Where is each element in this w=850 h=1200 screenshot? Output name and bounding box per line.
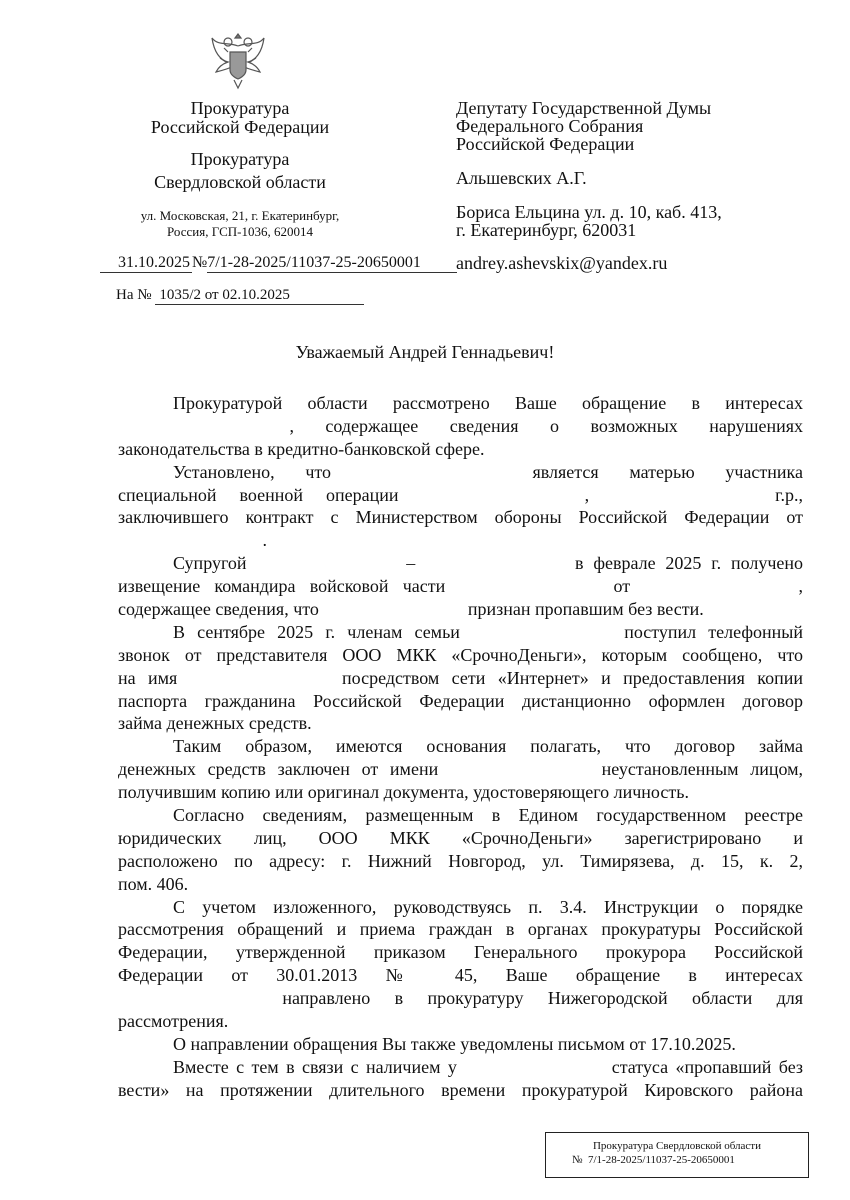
body-text: , содержащее сведения о возможных нарушениях: [289, 415, 804, 436]
outgoing-reference: [100, 254, 457, 273]
body-text: вести» на протяжении длительного времени прокуратурой Кировского района: [118, 1079, 803, 1100]
body-text: получившим копию или оригинал документа, удостоверяющего личность.: [118, 782, 689, 803]
body-text: поступил телефонный: [624, 621, 803, 642]
body-text: –: [406, 553, 416, 574]
body-text: займа денежных средств.: [118, 713, 312, 734]
recipient-address-line: Бориса Ельцина ул. д. 10, каб. 413,: [456, 202, 722, 222]
stamp-number-sign: №: [572, 1154, 583, 1166]
body-line: [118, 552, 803, 575]
body-text: неустановленным лицом,: [601, 759, 804, 780]
body-text: пом. 406.: [118, 873, 189, 894]
body-text: юридических лиц, ООО МКК «СрочноДеньги» зарегистрировано и: [118, 827, 803, 848]
body-line: [118, 529, 803, 552]
body-text: ,: [798, 576, 803, 597]
body-line: [118, 415, 803, 438]
body-line: [118, 438, 803, 461]
body-text: законодательства в кредитно-банковской сфере.: [118, 438, 485, 459]
body-line: [118, 461, 803, 484]
body-line: [118, 735, 803, 758]
body-text: содержащее сведения, что: [118, 599, 319, 620]
salutation: Уважаемый Андрей Геннадьевич!: [295, 342, 555, 362]
body-text: г.р.,: [775, 484, 804, 505]
body-text: извещение командира войсковой части: [118, 576, 446, 597]
stamp-org: Прокуратура Свердловской области: [592, 1140, 762, 1152]
sender-address-line: Россия, ГСП-1036, 620014: [167, 224, 313, 239]
body-line: [118, 621, 803, 644]
body-line: [118, 781, 803, 804]
body-text: Федерации, утвержденной приказом Генерального прокурора Российской: [118, 942, 803, 963]
body-text: рассмотрения обращений и приема граждан в органах прокуратуры Российской: [118, 919, 803, 940]
body-line: [118, 1079, 803, 1102]
body-line: [118, 667, 803, 690]
coat-of-arms-emblem: [208, 28, 268, 92]
body-text: заключившего контракт с Министерством обороны Российской Федерации от: [118, 507, 803, 528]
body-text: С учетом изложенного, руководствуясь п. 3.4. Инструкции о порядке: [173, 896, 803, 917]
body-text: на имя: [118, 667, 178, 688]
body-line: [118, 850, 803, 873]
outgoing-number: 7/1-28-2025/11037-25-20650001: [207, 254, 457, 273]
body-line: [118, 804, 803, 827]
body-line: [118, 1033, 803, 1056]
body-text: признан пропавшим без вести.: [467, 599, 704, 620]
body-text: ,: [584, 484, 590, 505]
body-line: [118, 896, 803, 919]
body-text: статуса «пропавший без: [611, 1056, 804, 1077]
body-text: расположено по адресу: г. Нижний Новгород, ул. Тимирязева, д. 15, к. 2,: [118, 850, 803, 871]
registration-stamp: [545, 1132, 809, 1178]
recipient-email: andrey.ashevskix@yandex.ru: [456, 253, 668, 273]
body-line: [118, 1056, 803, 1079]
body-text: Вместе с тем в связи с наличием у: [173, 1056, 457, 1077]
body-text: Прокуратурой области рассмотрено Ваше обращение в интересах: [173, 393, 803, 413]
body-line: [118, 690, 803, 713]
body-text: .: [262, 530, 267, 551]
reply-reference: [116, 287, 364, 305]
body-line: [118, 598, 803, 621]
body-text: паспорта гражданина Российской Федерации дистанционно оформлен договор: [118, 690, 803, 711]
sender-org-line: Прокуратура: [190, 149, 290, 169]
body-text: Федерации от 30.01.2013 № 45, Ваше обращение в интересах: [118, 965, 803, 986]
body-text: О направлении обращения Вы также уведомлены письмом от 17.10.2025.: [173, 1033, 736, 1054]
number-sign: №: [192, 254, 208, 271]
outgoing-date: 31.10.2025: [100, 254, 192, 273]
sender-address: [110, 208, 370, 240]
body-line: [118, 964, 803, 987]
body-text: Согласно сведениям, размещенным в Едином государственном реестре: [173, 805, 803, 826]
body-text: от: [613, 576, 631, 597]
body-text: является матерью участника: [532, 461, 803, 482]
body-text: в феврале 2025 г. получено: [574, 553, 804, 574]
body-line: [118, 392, 803, 415]
body-text: В сентябре 2025 г. членам семьи: [173, 621, 460, 642]
body-text: специальной военной операции: [118, 484, 399, 505]
body-text: посредством сети «Интернет» и предоставления копии: [342, 667, 804, 688]
body-text: рассмотрения.: [118, 1011, 229, 1032]
recipient-address: [456, 203, 722, 239]
body-text: денежных средств заключен от имени: [118, 759, 439, 780]
sender-org-line: Свердловской области: [154, 172, 326, 192]
body-line: [118, 712, 803, 735]
body-text: Супругой: [173, 553, 247, 574]
sender-org-line: Российской Федерации: [150, 117, 330, 137]
body-text: звонок от представителя ООО МКК «СрочноДеньги», которым сообщено, что: [118, 644, 803, 665]
recipient-address-line: г. Екатеринбург, 620031: [456, 220, 637, 240]
sender-address-line: ул. Московская, 21, г. Екатеринбург,: [140, 208, 340, 223]
body-text: Установлено, что: [173, 461, 332, 482]
body-line: [118, 644, 803, 667]
body-line: [118, 575, 803, 598]
body-line: [118, 987, 803, 1010]
stamp-number: 7/1-28-2025/11037-25-20650001: [588, 1154, 735, 1166]
body-line: [118, 873, 803, 896]
body-line: [118, 918, 803, 941]
recipient-title-line: Депутату Государственной Думы: [456, 98, 712, 118]
letter-body: [118, 392, 803, 1102]
body-line: [118, 941, 803, 964]
body-line: [118, 758, 803, 781]
sender-org-federal: [110, 99, 370, 137]
reply-label: На №: [116, 287, 152, 303]
body-text: направлено в прокуратуру Нижегородской области для: [282, 988, 803, 1009]
sender-org-regional: [110, 148, 370, 194]
recipient-title-line: Российской Федерации: [456, 134, 635, 154]
sender-org-line: Прокуратура: [190, 98, 290, 118]
recipient-title: [456, 99, 711, 153]
body-line: [118, 484, 803, 507]
reply-ref: 1035/2 от 02.10.2025: [155, 287, 364, 305]
body-line: [118, 506, 803, 529]
body-text: Таким образом, имеются основания полагать, что договор займа: [173, 736, 803, 757]
body-line: [118, 1010, 803, 1033]
body-line: [118, 827, 803, 850]
recipient-title-line: Федерального Собрания: [456, 116, 644, 136]
recipient-name: Альшевских А.Г.: [456, 168, 587, 188]
